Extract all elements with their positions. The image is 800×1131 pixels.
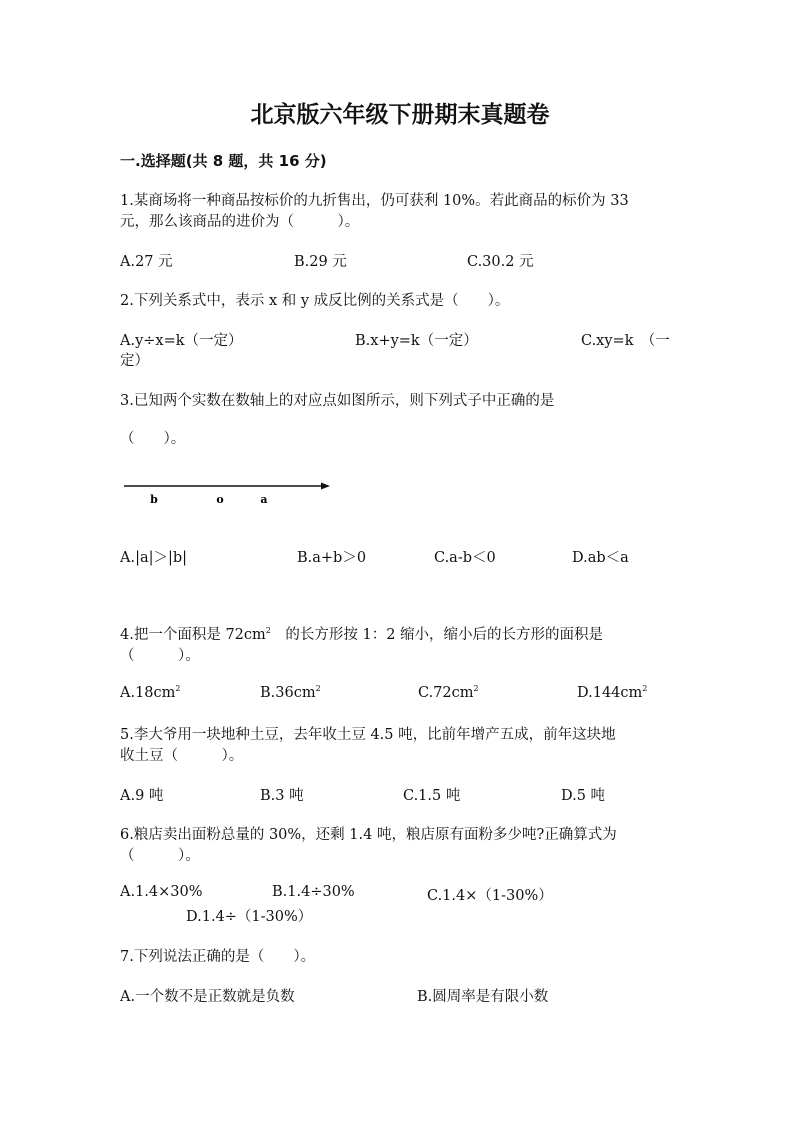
q2-option-a[interactable]: A.y÷x=k（一定） [120,333,243,349]
q4-option-d[interactable]: $D.144cm^2$ [577,684,648,701]
q3-option-d[interactable]: D.ab＜a [572,550,629,566]
question-6-line-1: 6.粮店卖出面粉总量的 30%，还剩 1.4 吨，粮店原有面粉多少吨?正确算式为 [120,827,617,843]
q2-option-c[interactable]: C.xy=k （一 [581,333,670,349]
section-heading: 一.选择题(共 8 题，共 16 分) [120,152,327,170]
q2-option-c-wrap: 定） [120,353,149,369]
question-7-line-1: 7.下列说法正确的是（ ）。 [120,949,316,965]
number-line-label-a: a [260,493,268,506]
q4-text-part-1: 4.把一个面积是 72cm [120,627,266,643]
q4-option-a[interactable]: $A.18cm^2$ [120,684,181,701]
q4-text-part-2: 的长方形按 1：2 缩小，缩小后的长方形的面积是 [270,627,604,643]
question-4-line-1 [120,623,603,644]
question-1-line-2: 元，那么该商品的进价为（ ）。 [120,214,360,230]
q2-option-b[interactable]: B.x+y=k（一定） [355,333,478,349]
q5-option-c[interactable]: C.1.5 吨 [403,788,461,804]
q7-option-a[interactable]: A.一个数不是正数就是负数 [120,989,295,1005]
question-3-line-1: 3.已知两个实数在数轴上的对应点如图所示，则下列式子中正确的是 [120,393,555,409]
question-2-line-1: 2.下列关系式中，表示 x 和 y 成反比例的关系式是（ ）。 [120,293,510,309]
number-line-figure [120,472,335,512]
question-5-line-1: 5.李大爷用一块地种土豆，去年收土豆 4.5 吨，比前年增产五成，前年这块地 [120,727,616,743]
q1-option-c[interactable]: C.30.2 元 [467,254,534,270]
number-line-label-o: o [216,493,224,506]
q7-option-b[interactable]: B.圆周率是有限小数 [417,989,549,1005]
q3-option-a[interactable]: A.|a|＞|b| [120,550,188,566]
question-5-line-2: 收土豆（ ）。 [120,748,244,764]
q1-option-b[interactable]: B.29 元 [294,254,347,270]
q5-option-d[interactable]: D.5 吨 [561,788,606,804]
question-6-line-2: （ ）。 [120,848,200,864]
page-title: 北京版六年级下册期末真题卷 [250,102,550,128]
q6-option-d[interactable]: D.1.4÷（1-30%） [186,909,313,925]
question-1-line-1: 1.某商场将一种商品按标价的九折售出，仍可获利 10%。若此商品的标价为 33 [120,193,629,209]
q4-option-b[interactable]: $B.36cm^2$ [260,684,321,701]
q5-option-b[interactable]: B.3 吨 [260,788,304,804]
q5-option-a[interactable]: A.9 吨 [120,788,164,804]
q6-option-c[interactable]: C.1.4×（1-30%） [427,888,553,904]
number-line-arrow [321,483,330,490]
question-3-line-2: （ ）。 [120,431,186,447]
q4-unit-sup: 2 [265,626,271,636]
q4-option-c[interactable]: $C.72cm^2$ [418,684,479,701]
q1-option-a[interactable]: A.27 元 [120,254,173,270]
question-4-line-2: （ ）。 [120,648,200,664]
q6-option-b[interactable]: B.1.4÷30% [272,884,355,900]
number-line-label-b: b [150,493,158,506]
q3-option-c[interactable]: C.a-b＜0 [434,550,496,566]
q3-option-b[interactable]: B.a+b＞0 [297,550,367,566]
q6-option-a[interactable]: A.1.4×30% [120,884,203,900]
